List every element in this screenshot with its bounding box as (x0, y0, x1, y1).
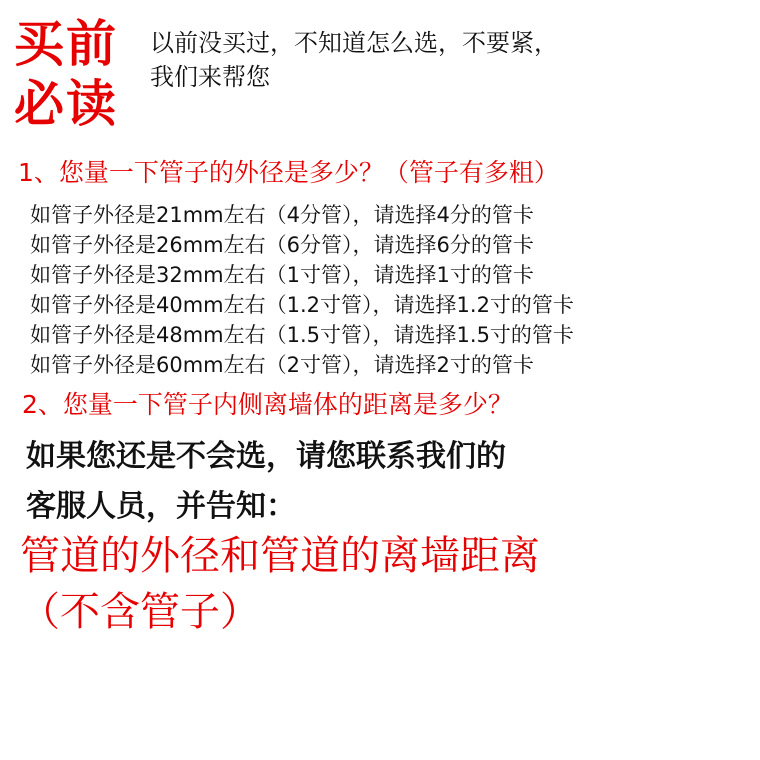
size-rule-6fen: 如管子外径是26mm左右（6分管），请选择6分的管卡 (30, 233, 534, 257)
intro-line-2: 我们来帮您 (150, 63, 270, 91)
size-rule-1-2cun: 如管子外径是40mm左右（1.2寸管），请选择1.2寸的管卡 (30, 293, 574, 317)
contact-line-1: 如果您还是不会选，请您联系我们的 (26, 439, 506, 474)
emphasis-line-2: （不含管子） (20, 589, 260, 635)
size-rule-2cun: 如管子外径是60mm左右（2寸管），请选择2寸的管卡 (30, 353, 534, 377)
contact-line-2: 客服人员，并告知： (26, 489, 296, 524)
title-line-2: 必读 (14, 75, 118, 133)
emphasis-line-1: 管道的外径和管道的离墙距离 (20, 533, 540, 579)
size-rule-4fen: 如管子外径是21mm左右（4分管），请选择4分的管卡 (30, 203, 534, 227)
title-line-1: 买前 (14, 15, 118, 73)
size-rule-1cun: 如管子外径是32mm左右（1寸管），请选择1寸的管卡 (30, 263, 534, 287)
contact-instructions (26, 432, 756, 532)
question-2-heading: 2、您量一下管子内侧离墙体的距离是多少？ (22, 390, 513, 419)
size-rules-list (30, 200, 758, 380)
emphasis-note (20, 528, 758, 640)
intro-text (150, 26, 750, 94)
page-title (14, 14, 138, 134)
size-rule-1-5cun: 如管子外径是48mm左右（1.5寸管），请选择1.5寸的管卡 (30, 323, 574, 347)
question-1-heading: 1、您量一下管子的外径是多少？（管子有多粗） (18, 158, 559, 187)
intro-line-1: 以前没买过，不知道怎么选，不要紧， (150, 29, 558, 57)
